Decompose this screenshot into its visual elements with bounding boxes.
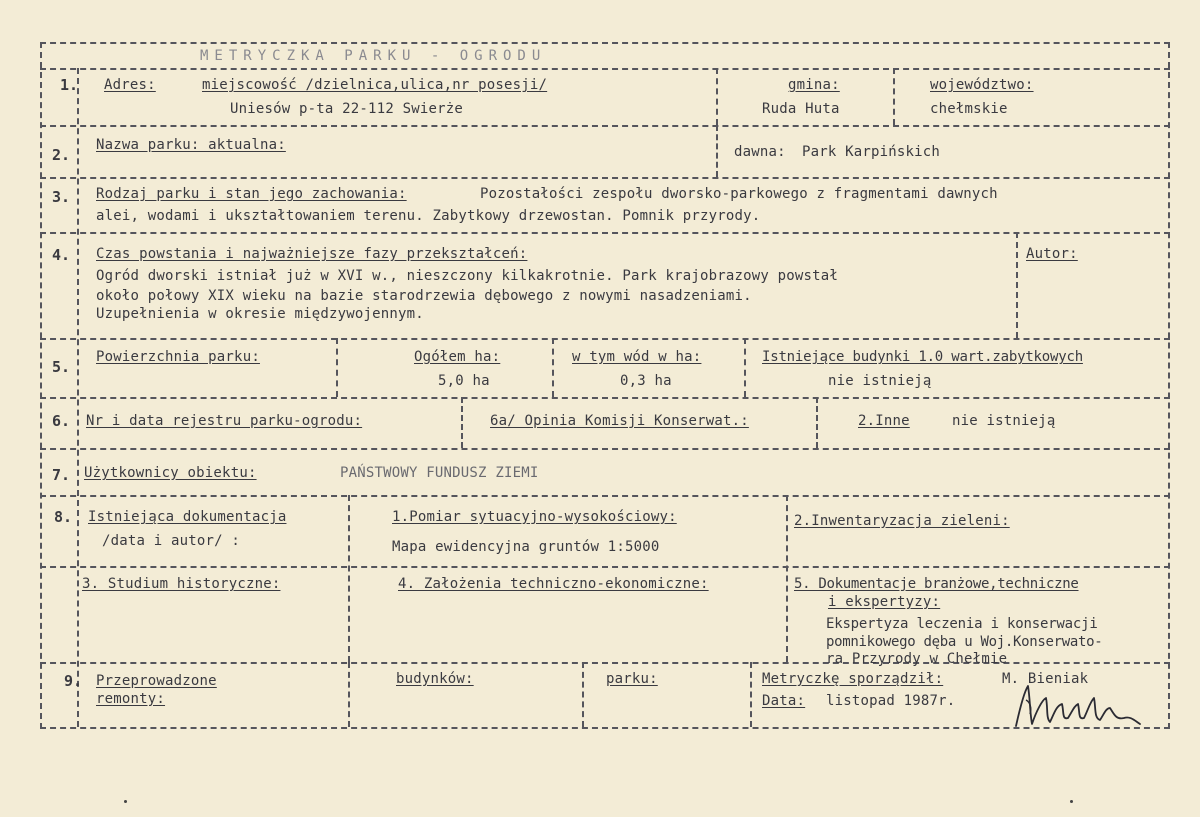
gmina-value: Ruda Huta: [762, 101, 840, 117]
row-number-4: 4.: [52, 246, 71, 264]
historical-study-label: 3. Studium historyczne:: [82, 576, 281, 592]
voivodeship-value: chełmskie: [930, 101, 1008, 117]
paper-mark: [124, 800, 127, 803]
park-name-label: Nazwa parku: aktualna:: [96, 137, 286, 153]
former-name-value: Park Karpińskich: [802, 144, 941, 160]
rule-5: [40, 397, 1170, 399]
rule-3: [40, 232, 1170, 234]
gmina-label: gmina:: [788, 77, 840, 93]
users-value: PAŃSTWOWY FUNDUSZ ZIEMI: [340, 465, 539, 481]
rule-header-bottom: [40, 68, 1170, 70]
register-label: Nr i data rejestru parku-ogrodu:: [86, 413, 363, 429]
former-name-label: dawna:: [734, 144, 786, 160]
rule-r1-b: [893, 68, 895, 125]
prepared-by-label: Metryczkę sporządził:: [762, 671, 944, 687]
technical-assumptions-label: 4. Założenia techniczno-ekonomiczne:: [398, 576, 709, 592]
total-area-label: Ogółem ha:: [414, 349, 501, 365]
rule-r9-a: [348, 662, 350, 727]
author-label: Autor:: [1026, 246, 1078, 262]
history-line-2: około połowy XIX wieku na bazie starodrzewia dębowego z nowymi nasadzeniami.: [96, 288, 752, 304]
branch-docs-value-3: ra Przyrody w Chełmie: [826, 651, 1008, 667]
renovations-park-label: parku:: [606, 671, 658, 687]
handwritten-signature: [1006, 678, 1146, 738]
park-type-line-1: Pozostałości zespołu dworsko-parkowego z fragmentami dawnych: [480, 186, 998, 202]
rule-r6-a: [461, 397, 463, 448]
voivodeship-label: województwo:: [930, 77, 1034, 93]
park-type-line-2: alei, wodami i ukształtowaniem terenu. Zabytkowy drzewostan. Pomnik przyrody.: [96, 208, 761, 224]
documentation-sublabel: /data i autor/ :: [102, 533, 241, 549]
documentation-label: Istniejąca dokumentacja: [88, 509, 287, 525]
rule-r5-a: [336, 338, 338, 397]
rule-bottom: [40, 727, 1170, 729]
buildings-label: Istniejące budynki 1.0 wart.zabytkowych: [762, 349, 1083, 365]
rule-r5-b: [552, 338, 554, 397]
prepared-by-value: M. Bieniak: [1002, 671, 1089, 687]
commission-opinion-label: 6a/ Opinia Komisji Konserwat.:: [490, 413, 749, 429]
row-number-5: 5.: [52, 358, 71, 376]
branch-docs-label: 5. Dokumentacje branżowe,techniczne: [794, 576, 1079, 592]
rule-2: [40, 177, 1170, 179]
rule-r8-b: [786, 495, 788, 662]
rule-r4: [1016, 232, 1018, 338]
rule-7: [40, 495, 1170, 497]
row-number-9: 9.: [64, 672, 83, 690]
renovations-label: Przeprowadzone: [96, 673, 217, 689]
rule-top: [40, 42, 1170, 44]
other-value: nie istnieją: [952, 413, 1056, 429]
area-label: Powierzchnia parku:: [96, 349, 260, 365]
rule-6: [40, 448, 1170, 450]
address-value: Uniesów p-ta 22-112 Swierże: [230, 101, 463, 117]
other-label: 2.Inne: [858, 413, 910, 429]
greenery-inventory-label: 2.Inwentaryzacja zieleni:: [794, 513, 1010, 529]
branch-docs-value-2: pomnikowego dęba u Woj.Konserwato-: [826, 634, 1103, 650]
row-number-2: 2.: [52, 146, 71, 164]
rule-8a: [40, 566, 1170, 568]
total-area-value: 5,0 ha: [438, 373, 490, 389]
history-line-1: Ogród dworski istniał już w XVI w., nieszczony kilkakrotnie. Park krajobrazowy powstał: [96, 268, 839, 284]
buildings-value: nie istnieją: [828, 373, 932, 389]
branch-docs-label-2: i ekspertyzy:: [828, 594, 941, 610]
rule-1: [40, 125, 1170, 127]
water-area-value: 0,3 ha: [620, 373, 672, 389]
card-title: METRYCZKA PARKU - OGRODU: [200, 48, 547, 64]
survey-label: 1.Pomiar sytuacyjno-wysokościowy:: [392, 509, 677, 525]
users-label: Użytkownicy obiektu:: [84, 465, 257, 481]
rule-r9-c: [750, 662, 752, 727]
water-area-label: w tym wód w ha:: [572, 349, 702, 365]
rule-4: [40, 338, 1170, 340]
rule-number-col: [77, 68, 79, 727]
survey-value: Mapa ewidencyjna gruntów 1:5000: [392, 539, 660, 555]
renovations-label-2: remonty:: [96, 691, 166, 707]
rule-r8-a: [348, 495, 350, 662]
rule-left: [40, 42, 42, 729]
date-label: Data:: [762, 693, 806, 709]
address-sublabel: miejscowość /dzielnica,ulica,nr posesji/: [202, 77, 548, 93]
rule-r5-c: [744, 338, 746, 397]
address-label: Adres:: [104, 77, 156, 93]
history-line-3: Uzupełnienia w okresie międzywojennym.: [96, 306, 424, 322]
history-label: Czas powstania i najważniejsze fazy przekształceń:: [96, 246, 528, 262]
row-number-6: 6.: [52, 412, 71, 430]
date-value: listopad 1987r.: [826, 693, 956, 709]
renovations-buildings-label: budynków:: [396, 671, 474, 687]
rule-r2: [716, 125, 718, 177]
row-number-1: 1.: [60, 76, 79, 94]
row-number-8: 8.: [54, 508, 73, 526]
row-number-7: 7.: [52, 466, 71, 484]
rule-r1-a: [716, 68, 718, 125]
rule-right: [1168, 42, 1170, 729]
rule-r6-b: [816, 397, 818, 448]
row-number-3: 3.: [52, 188, 71, 206]
paper-mark: [1070, 800, 1073, 803]
park-type-label: Rodzaj parku i stan jego zachowania:: [96, 186, 407, 202]
branch-docs-value-1: Ekspertyza leczenia i konserwacji: [826, 616, 1098, 632]
rule-r9-b: [582, 662, 584, 727]
